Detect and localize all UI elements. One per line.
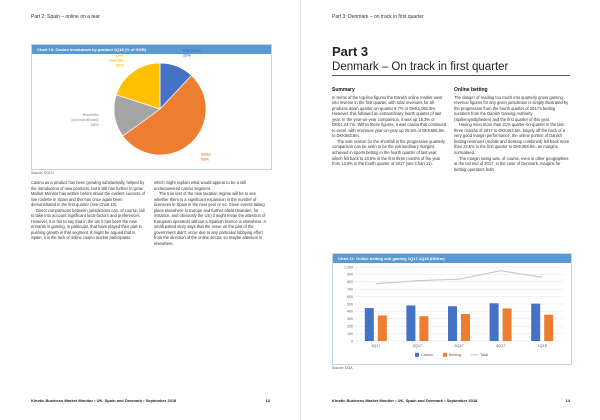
part-title: Part 3 [332, 44, 369, 59]
part-subtitle: Denmark – On track in first quarter [332, 61, 570, 76]
x-tick-label: 3Q17 [454, 344, 464, 348]
x-tick-label: 2Q17 [412, 344, 423, 348]
footer-left [31, 398, 270, 403]
x-tick-label: 1Q17 [371, 344, 381, 348]
legend-swatch [443, 353, 447, 357]
y-tick-label: 1,000 [344, 265, 353, 270]
bar-betting-2q17 [419, 316, 428, 341]
summary-para-1: In terms of the top-line figures the Danish online market went into reverse in the first quarter, with total revenues for all products down quarter-on-quarter 6.7% or DKK1,062.9m. However, this followed an extraordinary fourth quarter of last year. In the year-on-year comparison, it was up 16.3% or DKK1,24.7m. Within these figures, it was casino that continued to excel, with revenues year-on-year up 25.5% or DKK605.8m to DKK582.8m. [332, 94, 447, 139]
legend-label: Casino [421, 353, 433, 357]
pie-chart-frame [31, 44, 272, 170]
summary-para-2: The sole reason for the shortfall in the progressive quarterly comparison can be seen to be the extraordinary margins achieved in sports betting in the fourth quarter of last year, which fell back to 10.5% in the first three months of the year from 13.9% in the fourth quarter of 2017 (see Chart 11). [332, 138, 446, 167]
x-tick-label: 1Q18 [537, 344, 547, 348]
pie-value-label: 53% [201, 156, 210, 162]
page-number-right: 14 [565, 398, 570, 403]
online-betting-column [454, 88, 570, 172]
bar-casino-1q18 [531, 304, 540, 341]
pie-label: Blackjack [182, 47, 202, 53]
y-tick-label: 500 [347, 302, 353, 307]
left-col2-para-1: which might explain what would appear to be a still underpowered casino segment. [154, 180, 246, 191]
pie-value-label: 20% [115, 62, 124, 68]
bar-betting-4q17 [503, 308, 512, 341]
left-column-2 [154, 180, 270, 247]
footer-left-text: Kinetic Business Market Monitor • UK, Spain and Denmark • September 2018 [31, 398, 177, 403]
left-col1-para-2: Direct comparisons between jurisdictions can, of course, fail to take into account significant local factors and preferences. However, it is fair to say that in the UK it has been the new entrants in gaming, in particular, that have played their part in pushing growth in that segment. It might be argued that in Spain, it is the lack of online casino market participants [31, 207, 145, 241]
pie-chart-title: Chart 13: Casino breakdown by product 1Q18 (% of GGR) [32, 45, 271, 54]
y-tick-label: 200 [347, 324, 353, 329]
pie-value-label: 15% [90, 122, 99, 128]
bar-chart-source: Source: DGA [332, 366, 353, 370]
right-page [300, 0, 600, 420]
summary-column [332, 88, 446, 167]
running-head-left: Part 2: Spain – online on a tear [31, 14, 100, 20]
summary-heading: Summary [332, 87, 355, 93]
y-tick-label: 600 [347, 294, 353, 299]
legend-label: Betting [449, 353, 461, 357]
footer-right [332, 398, 570, 403]
online-para-1: The danger of reading too much into quarterly gross gaming revenue figures for any given jurisdiction is simply illustrated by the progression from the fourth quarter of 2017’s betting numbers from the Danish Gaming Authority (Spillemyndigheden) and the first quarter of this year. [454, 94, 569, 122]
pie-label: Slots [201, 151, 211, 157]
legend-label: Total [480, 353, 489, 357]
online-betting-heading: Online betting [454, 87, 488, 93]
running-head-right: Part 3: Denmark – on track in first quarter [332, 14, 424, 20]
y-tick-label: 100 [347, 331, 353, 336]
pie-label: Live roulette [108, 52, 124, 63]
pie-chart-source: Source: DGOJ [31, 171, 54, 175]
y-tick-label: 800 [347, 280, 353, 285]
bar-casino-2q17 [406, 305, 415, 341]
y-tick-label: 0 [351, 339, 353, 344]
left-col1-para-1: Casino as a product has been growing substantially, helped by the introduction of new products, but it still has further to grow. Market Monitor has written before about the evident success of live roulette in Spain and this has once again been demonstrated in the first quarter (see Chart 13). [31, 180, 146, 208]
online-para-3: The margin swing was, of course, even in other geographies at the tail end of 2017, in the case of Denmark, margins for betting operators both [454, 155, 569, 172]
bar-chart-frame [332, 253, 572, 365]
pie-value-label: 12% [182, 52, 191, 58]
online-para-2: Having risen more than 21% quarter-on-quarter in the last three months of 2017 to DKK464.5m, largely off the back of a very good margin performance, the online portion of Danish betting revenues (mobile and desktop combined) fell back more than 22.5% in the first quarter to DKK359.6m, as margins normalised. [454, 122, 570, 156]
bar-chart [333, 263, 571, 363]
footer-right-text: Kinetic Business Market Monitor • UK, Spain and Denmark • September 2018 [332, 398, 478, 403]
x-tick-label: 4Q17 [495, 344, 506, 348]
legend-swatch [415, 353, 419, 357]
bar-betting-3q17 [461, 314, 470, 341]
bar-casino-3q17 [448, 306, 457, 341]
left-column-1 [31, 180, 145, 241]
bar-chart-title: Chart 11: Online betting and gaming 1Q17-1Q18 (DKKm) [333, 254, 571, 263]
bar-betting-1q17 [378, 315, 387, 341]
y-tick-label: 700 [347, 287, 353, 292]
bar-casino-1q17 [365, 308, 374, 341]
left-col2-para-2: The true test of the new taxation regime will be to see whether there is a significant expansion in the number of licensees in Spain in the next year or so. Given events taking place elsewhere in Europe and further afield (Sweden, for instance, and obviously the US) it might mean the attention of European operators without a Spanish licence is elsewhere. A small potted story says that the move on the part of the government didn’t occur due to any particular lobbying effort from the direction of the online sector, so maybe attention is elsewhere. [154, 191, 266, 247]
page-number-left: 13 [265, 398, 270, 403]
y-tick-label: 900 [347, 272, 353, 277]
pie-label: Roulette (conventional) [71, 112, 99, 123]
bar-casino-4q17 [490, 303, 499, 341]
y-tick-label: 400 [347, 309, 353, 314]
y-tick-label: 300 [347, 317, 353, 322]
bar-betting-1q18 [544, 315, 553, 341]
